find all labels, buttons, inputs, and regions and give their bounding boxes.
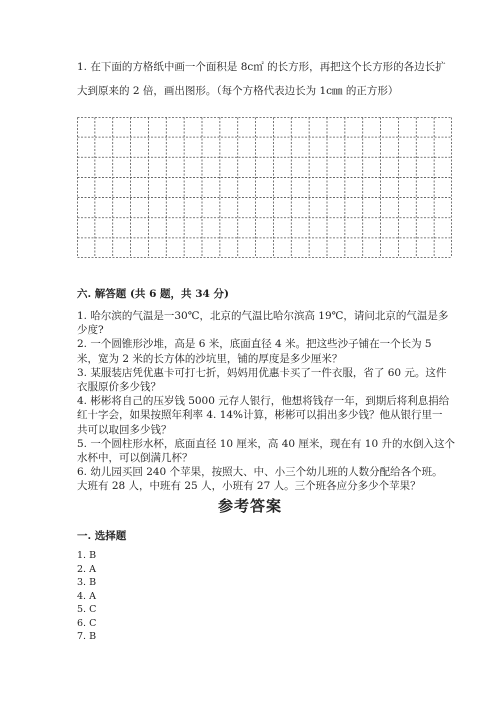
problem-6-line: 6. 幼儿园买回 240 个苹果，按照大、中、小三个幼儿班的人数分配给各个班。 [77,466,443,479]
problem-4-line: 4. 彬彬将自己的压岁钱 5000 元存人银行，他想将钱存一年，到期后将利息捐给 [77,395,450,408]
answer-item: 3. B [77,577,97,588]
problem-3 [77,366,457,394]
problem-1-line: 少度? [77,324,104,337]
problem-list [77,309,457,494]
problem-2 [77,337,457,365]
problem-5-line: 水杯中，可以倒满几杯？ [77,452,193,465]
problem-1 [77,309,457,337]
answer-item: 5. C [77,604,97,615]
answer-section-1-title: 一. 选择题 [77,530,127,542]
answer-list [77,549,96,644]
problem-3-line: 3. 某服装店凭优惠卡可打七折，妈妈用优惠卡买了一件衣服，省了 60 元。这件 [77,366,447,379]
answer-key-title: 参考答案 [217,497,282,515]
problem-3-line: 衣服原价多少钱？ [77,381,161,394]
problem-4-line: 红十字会，如果按照年利率 4. 14%计算，彬彬可以捐出多少钱？他从银行里一 [77,409,443,422]
answer-item: 4. A [77,590,96,602]
section-6-title: 六. 解答题 (共 6 题，共 34 分) [77,288,229,300]
answer-item: 1. B [77,550,97,561]
problem-1-line: 1. 哈尔滨的气温是一30℃，北京的气温比哈尔滨高 19℃，请问北京的气温是多 [77,310,449,322]
answer-item: 2. A [77,563,96,575]
answer-item: 6. C [77,617,97,629]
problem-5-line: 5. 一个圆柱形水杯，底面直径 10 厘米，高 40 厘米，现在有 10 升的水倒入这个 [77,437,455,450]
problem-6 [77,465,457,493]
problem-6-line: 大班有 28 人，中班有 25 人，小班有 27 人。三个班各应分多少个苹果？ [77,480,421,493]
answer-item: 7. B [77,631,97,642]
problem-4 [77,394,457,437]
grid-paper-svg [77,117,452,258]
question-1-line-2: 大到原来的 2 倍，画出图形。（每个方格代表边长为 1c㎜ 的正方形） [77,85,399,97]
problem-5 [77,437,457,465]
grid-paper [77,117,452,258]
question-1-line-1: 1. 在下面的方格纸中画一个面积是 8c㎡ 的长方形，再把这个长方形的各边长扩 [77,61,446,73]
problem-4-line: 共可以取回多少钱？ [77,423,172,436]
problem-2-line: 米，宽为 2 米的长方体的沙坑里，铺的厚度是多少厘米？ [77,352,343,365]
problem-2-line: 2. 一个圆锥形沙堆，高是 6 米，底面直径 4 米。把这些沙子铺在一个长为 5 [77,338,432,351]
